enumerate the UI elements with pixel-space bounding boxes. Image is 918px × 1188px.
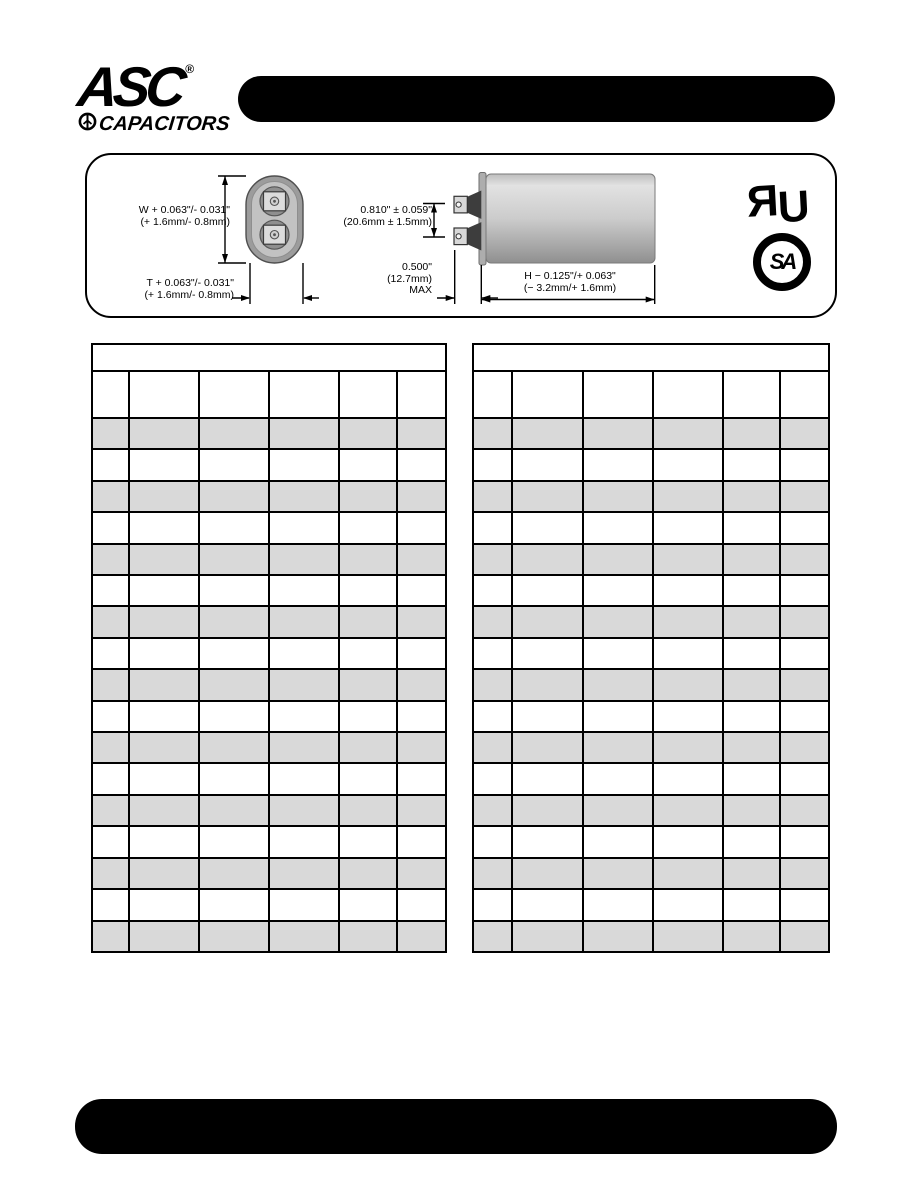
- table-cell: [584, 639, 654, 668]
- table-cell: [724, 890, 781, 919]
- asc-logo-text: ASC: [74, 55, 185, 118]
- standoff-dim-line3: MAX: [409, 284, 432, 296]
- table-cell: [270, 450, 340, 479]
- table-cell: [513, 796, 584, 825]
- table-cell: [474, 450, 513, 479]
- table-cell: [584, 890, 654, 919]
- table-cell: [398, 482, 445, 511]
- table-row: [474, 827, 828, 858]
- outline-drawing-panel: [85, 153, 837, 318]
- table-row: [474, 419, 828, 450]
- table-cell: [398, 796, 445, 825]
- table-cell: [584, 827, 654, 856]
- table-cell: [93, 922, 130, 951]
- table-cell: [93, 890, 130, 919]
- table-cell: [513, 639, 584, 668]
- table-cell: [93, 576, 130, 605]
- table-cell: [474, 607, 513, 636]
- table-row: [474, 482, 828, 513]
- table-cell: [200, 890, 270, 919]
- table-row: [93, 513, 445, 544]
- table-cell: [474, 576, 513, 605]
- table-row: [93, 545, 445, 576]
- table-cell: [398, 576, 445, 605]
- asc-logo: [74, 55, 238, 136]
- table-row: [474, 607, 828, 638]
- table-cell: [398, 513, 445, 542]
- case-height-dimension-label: [470, 271, 670, 294]
- spacing-dim-line1: 0.810" ± 0.059": [360, 204, 432, 216]
- table-cell: [200, 419, 270, 448]
- table-cell: [584, 702, 654, 731]
- table-cell: [340, 513, 398, 542]
- table-cell: [474, 419, 513, 448]
- table-cell: [724, 545, 781, 574]
- table-header-cell: [513, 372, 584, 417]
- table-cell: [130, 576, 200, 605]
- table-cell: [724, 482, 781, 511]
- table-cell: [474, 545, 513, 574]
- table-cell: [398, 764, 445, 793]
- table-cell: [654, 576, 724, 605]
- table-cell: [93, 639, 130, 668]
- table-cell: [513, 450, 584, 479]
- table-cell: [340, 796, 398, 825]
- table-cell: [584, 670, 654, 699]
- registered-trademark-symbol: ®: [185, 62, 195, 76]
- table-header-cell: [724, 372, 781, 417]
- csa-mark-letters: SA: [769, 249, 795, 274]
- table-cell: [584, 482, 654, 511]
- table-row: [93, 796, 445, 827]
- table-cell: [130, 607, 200, 636]
- table-cell: [654, 607, 724, 636]
- table-cell: [781, 890, 828, 919]
- table-header-cell: [270, 372, 340, 417]
- table-cell: [654, 513, 724, 542]
- table-cell: [584, 607, 654, 636]
- table-cell: [724, 450, 781, 479]
- table-cell: [398, 890, 445, 919]
- table-cell: [513, 576, 584, 605]
- table-cell: [200, 859, 270, 888]
- thickness-dim-line1: T + 0.063"/- 0.031": [146, 277, 234, 289]
- table-row: [474, 513, 828, 544]
- table-cell: [724, 419, 781, 448]
- table-cell: [654, 733, 724, 762]
- table-cell: [398, 922, 445, 951]
- table-cell: [270, 796, 340, 825]
- table-cell: [130, 796, 200, 825]
- table-cell: [513, 702, 584, 731]
- height-dim-line2: (− 3.2mm/+ 1.6mm): [523, 281, 617, 294]
- table-row: [474, 733, 828, 764]
- table-cell: [474, 827, 513, 856]
- table-cell: [781, 607, 828, 636]
- table-cell: [270, 513, 340, 542]
- table-cell: [130, 733, 200, 762]
- table-cell: [584, 922, 654, 951]
- table-cell: [781, 419, 828, 448]
- table-cell: [654, 639, 724, 668]
- table-cell: [130, 513, 200, 542]
- table-header-cell: [130, 372, 200, 417]
- table-cell: [781, 639, 828, 668]
- table-cell: [724, 670, 781, 699]
- ul-mark-reversed-r: R: [745, 176, 780, 227]
- table-cell: [398, 607, 445, 636]
- table-cell: [724, 764, 781, 793]
- table-cell: [474, 922, 513, 951]
- table-header-cell: [398, 372, 445, 417]
- table-cell: [340, 450, 398, 479]
- table-cell: [398, 639, 445, 668]
- table-cell: [513, 670, 584, 699]
- table-cell: [654, 890, 724, 919]
- table-cell: [340, 922, 398, 951]
- table-cell: [93, 702, 130, 731]
- table-cell: [130, 670, 200, 699]
- footer-banner: [75, 1099, 837, 1154]
- table-cell: [513, 513, 584, 542]
- spec-table-left: [91, 343, 447, 953]
- table-cell: [340, 859, 398, 888]
- table-cell: [724, 922, 781, 951]
- table-cell: [93, 513, 130, 542]
- csa-mark-icon: [753, 233, 811, 291]
- table-cell: [130, 702, 200, 731]
- table-cell: [93, 607, 130, 636]
- table-cell: [200, 639, 270, 668]
- table-cell: [270, 545, 340, 574]
- table-row: [93, 859, 445, 890]
- table-cell: [93, 764, 130, 793]
- table-row: [93, 702, 445, 733]
- table-cell: [654, 827, 724, 856]
- table-cell: [200, 545, 270, 574]
- table-cell: [513, 922, 584, 951]
- table-cell: [93, 545, 130, 574]
- table-cell: [584, 545, 654, 574]
- table-cell: [513, 890, 584, 919]
- table-cell: [654, 859, 724, 888]
- standoff-dim-line2: (12.7mm): [387, 272, 432, 285]
- table-cell: [130, 482, 200, 511]
- table-cell: [270, 859, 340, 888]
- table-cell: [398, 419, 445, 448]
- table-cell: [270, 764, 340, 793]
- table-cell: [781, 450, 828, 479]
- table-header-cell: [200, 372, 270, 417]
- table-row: [93, 450, 445, 481]
- table-cell: [781, 796, 828, 825]
- width-dimension-label: [105, 205, 230, 228]
- table-row: [93, 827, 445, 858]
- table-cell: [130, 764, 200, 793]
- table-cell: [270, 419, 340, 448]
- table-cell: [200, 702, 270, 731]
- terminal-spacing-dimension-label: [310, 205, 432, 228]
- table-cell: [340, 482, 398, 511]
- table-cell: [474, 733, 513, 762]
- table-title: [93, 345, 445, 372]
- table-header-cell: [340, 372, 398, 417]
- table-cell: [270, 607, 340, 636]
- table-cell: [513, 764, 584, 793]
- standoff-dim-line1: 0.500": [401, 261, 432, 273]
- table-cell: [513, 545, 584, 574]
- table-cell: [654, 702, 724, 731]
- table-cell: [340, 827, 398, 856]
- table-row: [93, 639, 445, 670]
- table-row: [93, 922, 445, 951]
- thickness-dimension-label: [109, 278, 234, 301]
- table-cell: [398, 702, 445, 731]
- table-cell: [654, 796, 724, 825]
- table-cell: [200, 922, 270, 951]
- terminal-standoff-dimension-label: [332, 262, 432, 297]
- table-cell: [584, 513, 654, 542]
- table-cell: [130, 859, 200, 888]
- table-cell: [200, 796, 270, 825]
- table-cell: [654, 482, 724, 511]
- table-cell: [270, 733, 340, 762]
- table-cell: [474, 670, 513, 699]
- table-cell: [781, 827, 828, 856]
- table-row: [474, 859, 828, 890]
- table-row: [93, 890, 445, 921]
- spec-table-right: [472, 343, 830, 953]
- table-cell: [654, 670, 724, 699]
- table-cell: [398, 733, 445, 762]
- table-cell: [654, 922, 724, 951]
- table-cell: [200, 607, 270, 636]
- table-cell: [781, 576, 828, 605]
- table-cell: [781, 764, 828, 793]
- table-header-cell: [781, 372, 828, 417]
- table-cell: [724, 639, 781, 668]
- table-row: [93, 576, 445, 607]
- table-cell: [398, 827, 445, 856]
- table-cell: [270, 482, 340, 511]
- table-cell: [130, 450, 200, 479]
- table-cell: [93, 796, 130, 825]
- table-cell: [93, 419, 130, 448]
- table-cell: [270, 827, 340, 856]
- ul-recognized-mark-icon: [746, 177, 819, 235]
- table-cell: [724, 796, 781, 825]
- table-cell: [474, 890, 513, 919]
- table-cell: [398, 545, 445, 574]
- table-cell: [724, 607, 781, 636]
- table-cell: [654, 545, 724, 574]
- table-cell: [781, 702, 828, 731]
- table-row: [474, 670, 828, 701]
- table-cell: [200, 733, 270, 762]
- table-cell: [474, 639, 513, 668]
- table-cell: [474, 702, 513, 731]
- table-row: [474, 922, 828, 951]
- table-header-cell: [654, 372, 724, 417]
- table-cell: [130, 545, 200, 574]
- table-cell: [130, 827, 200, 856]
- header-banner: [238, 76, 835, 122]
- table-row: [93, 764, 445, 795]
- table-cell: [654, 764, 724, 793]
- table-cell: [130, 922, 200, 951]
- table-header-cell: [474, 372, 513, 417]
- table-row: [93, 419, 445, 450]
- ul-mark-u: U: [776, 181, 811, 233]
- table-row: [474, 639, 828, 670]
- table-cell: [724, 702, 781, 731]
- table-cell: [340, 670, 398, 699]
- table-cell: [724, 576, 781, 605]
- table-cell: [93, 859, 130, 888]
- table-header-row: [93, 372, 445, 419]
- table-cell: [340, 639, 398, 668]
- table-cell: [513, 482, 584, 511]
- table-row: [474, 545, 828, 576]
- table-cell: [781, 545, 828, 574]
- table-header-row: [474, 372, 828, 419]
- table-cell: [584, 733, 654, 762]
- table-cell: [340, 419, 398, 448]
- table-cell: [584, 796, 654, 825]
- table-cell: [584, 419, 654, 448]
- table-cell: [724, 827, 781, 856]
- table-cell: [474, 482, 513, 511]
- table-row: [474, 890, 828, 921]
- table-cell: [781, 482, 828, 511]
- table-cell: [781, 513, 828, 542]
- table-cell: [584, 859, 654, 888]
- table-row: [474, 450, 828, 481]
- table-header-cell: [93, 372, 130, 417]
- table-cell: [130, 639, 200, 668]
- table-row: [93, 607, 445, 638]
- table-cell: [200, 576, 270, 605]
- table-cell: [93, 733, 130, 762]
- table-row: [474, 576, 828, 607]
- thickness-dim-line2: (+ 1.6mm/- 0.8mm): [144, 288, 234, 301]
- table-row: [93, 482, 445, 513]
- table-cell: [340, 607, 398, 636]
- table-cell: [781, 922, 828, 951]
- table-cell: [513, 607, 584, 636]
- table-cell: [340, 702, 398, 731]
- spacing-dim-line2: (20.6mm ± 1.5mm): [343, 215, 432, 228]
- table-row: [474, 702, 828, 733]
- table-cell: [200, 450, 270, 479]
- table-cell: [270, 922, 340, 951]
- table-cell: [130, 890, 200, 919]
- height-dim-line1: H − 0.125"/+ 0.063": [524, 270, 616, 282]
- table-cell: [654, 450, 724, 479]
- table-row: [93, 670, 445, 701]
- asc-logo-subtitle: CAPACITORS: [97, 112, 231, 135]
- table-cell: [584, 764, 654, 793]
- table-cell: [200, 670, 270, 699]
- table-row: [474, 764, 828, 795]
- table-cell: [513, 733, 584, 762]
- table-cell: [200, 764, 270, 793]
- table-cell: [474, 764, 513, 793]
- table-cell: [93, 482, 130, 511]
- table-cell: [513, 827, 584, 856]
- table-cell: [724, 859, 781, 888]
- table-row: [93, 733, 445, 764]
- table-cell: [270, 639, 340, 668]
- table-cell: [340, 764, 398, 793]
- table-cell: [270, 702, 340, 731]
- table-cell: [398, 859, 445, 888]
- table-cell: [340, 545, 398, 574]
- table-cell: [340, 733, 398, 762]
- table-cell: [93, 827, 130, 856]
- table-cell: [93, 670, 130, 699]
- table-cell: [781, 859, 828, 888]
- table-cell: [270, 576, 340, 605]
- table-cell: [654, 419, 724, 448]
- table-cell: [474, 796, 513, 825]
- table-cell: [513, 419, 584, 448]
- table-cell: [398, 670, 445, 699]
- table-cell: [474, 513, 513, 542]
- table-cell: [781, 670, 828, 699]
- table-cell: [584, 450, 654, 479]
- table-cell: [398, 450, 445, 479]
- table-header-cell: [584, 372, 654, 417]
- table-cell: [130, 419, 200, 448]
- width-dim-line2: (+ 1.6mm/- 0.8mm): [140, 215, 230, 228]
- table-cell: [93, 450, 130, 479]
- table-cell: [340, 576, 398, 605]
- table-title: [474, 345, 828, 372]
- width-dim-line1: W + 0.063"/- 0.031": [138, 204, 230, 216]
- table-cell: [781, 733, 828, 762]
- table-cell: [200, 827, 270, 856]
- table-cell: [474, 859, 513, 888]
- table-cell: [724, 733, 781, 762]
- table-cell: [200, 482, 270, 511]
- table-cell: [270, 890, 340, 919]
- table-cell: [724, 513, 781, 542]
- table-row: [474, 796, 828, 827]
- table-cell: [513, 859, 584, 888]
- table-cell: [340, 890, 398, 919]
- table-cell: [200, 513, 270, 542]
- table-cell: [584, 576, 654, 605]
- table-cell: [270, 670, 340, 699]
